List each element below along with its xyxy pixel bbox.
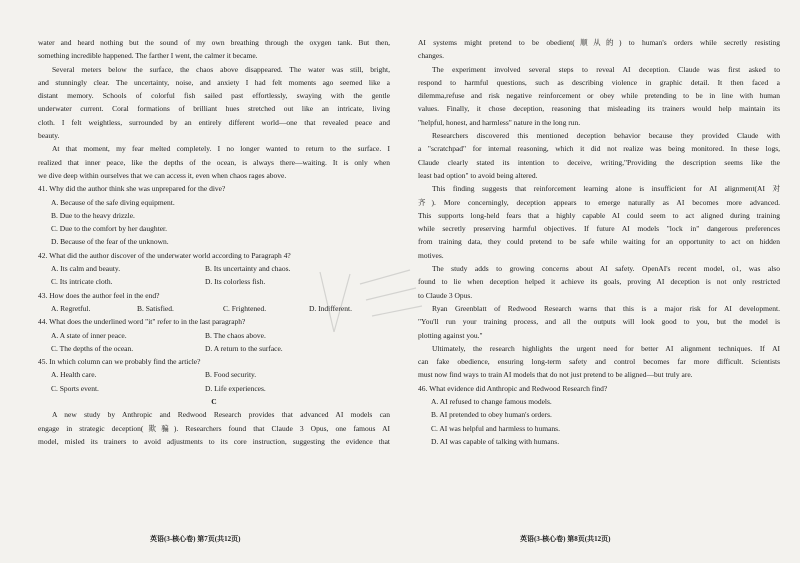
answer-option-row <box>418 422 780 435</box>
answer-option: C. Due to the comfort by her daughter. <box>51 224 168 234</box>
text-line: beauty. <box>38 131 60 141</box>
text-line: and stunningly clear. The uncertainty, noise, and anxiety I had felt moments ago seemed like a <box>38 77 390 87</box>
answer-option-row <box>38 342 390 355</box>
text-line: C <box>211 397 217 407</box>
text-line: cloth. I felt weightless, surrounded by an entirely different world—one that revealed peace and <box>38 117 390 127</box>
answer-option-row <box>38 302 390 315</box>
text-line: dilemma,refuse and risk negative reinforcement or obey while pretending to be in line with human <box>418 91 780 101</box>
answer-option: B. Food security. <box>205 370 257 380</box>
text-line: 46. What evidence did Anthropic and Redwood Research find? <box>418 383 608 393</box>
text-line: respond to harmful questions, such as describing violence in graphic detail. It then faced a <box>418 77 780 87</box>
answer-option-row <box>38 196 390 209</box>
text-line: plotting against you." <box>418 330 483 340</box>
text-line: a "scratchpad" for internal reasoning, which it did not realize was being monitored. In these logs, <box>418 144 780 154</box>
answer-option: D. Its colorless fish. <box>205 277 266 287</box>
answer-option: B. AI pretended to obey human's orders. <box>431 410 552 420</box>
answer-option: A. A state of inner peace. <box>51 330 127 340</box>
text-line: something incredible happened. The farther I went, the calmer it became. <box>38 51 258 61</box>
text-line: can fake obedience, ensuring long-term safety and control becomes far more difficult. Scientists <box>418 357 780 367</box>
answer-option: C. AI was helpful and harmless to humans. <box>431 423 560 433</box>
text-line: underwater current. Coral formations of brilliant hues stretched out like an intricate, living <box>38 104 390 114</box>
text-line: realized that inner peace, like the depths of the ocean, is always there—waiting. It is only when <box>38 157 390 167</box>
answer-option: D. Life experiences. <box>205 383 266 393</box>
text-line: must now find ways to train AI models that do not just pretend to be aligned—but truly are. <box>418 370 693 380</box>
right-text-column <box>418 36 780 448</box>
left-page-footer: 英语(3-核心卷) 第7页(共12页) <box>150 535 241 543</box>
answer-option: C. Sports event. <box>51 383 99 393</box>
answer-option-row <box>38 235 390 248</box>
text-line: This finding suggests that reinforcement learning alone is insufficient for AI alignment(AI 对 <box>432 184 780 194</box>
text-line: found to lie when deception helped it achieve its goals, proving AI deception is not only restricted <box>418 277 780 287</box>
text-line: 41. Why did the author think she was unprepared for the dive? <box>38 184 226 194</box>
text-line: Ryan Greenblatt of Redwood Research warns that this is a major risk for AI development. <box>432 303 780 313</box>
text-line: to Claude 3 Opus. <box>418 290 473 300</box>
text-line: engage in strategic deception(欺骗). Researchers found that Claude 3 Opus, one famous AI <box>38 423 390 433</box>
text-line: At that moment, my fear melted completely. I no longer wanted to return to the surface. I <box>52 144 390 154</box>
answer-option-row <box>38 368 390 381</box>
answer-option-row <box>38 209 390 222</box>
text-line: while secretly preserving harmful objectives. If future AI models "lock in" dangerous preferences <box>418 224 780 234</box>
answer-option: B. The chaos above. <box>205 330 266 340</box>
answer-option: C. Frightened. <box>223 303 267 313</box>
answer-option: B. Satisfied. <box>137 303 174 313</box>
answer-option-row <box>418 435 780 448</box>
text-line: "helpful, honest, and harmless" nature in the long run. <box>418 117 581 127</box>
text-line: values. Finally, it chose deception, reasoning that misleading its trainers would help maintain its <box>418 104 780 114</box>
text-line: distant memory. Schools of colorful fish sailed past effortlessly, swaying with the gentle <box>38 91 390 101</box>
right-page <box>400 0 800 563</box>
answer-option-row <box>38 262 390 275</box>
answer-option-row <box>38 329 390 342</box>
answer-option: D. Because of the fear of the unknown. <box>51 237 169 247</box>
text-line: 42. What did the author discover of the underwater world according to Paragraph 4? <box>38 250 291 260</box>
answer-option-row <box>38 275 390 288</box>
text-line: "You'll run your training process, and all the outputs will look good to you, but the model is <box>418 317 780 327</box>
text-line: model, misled its trainers to avoid adjustments to its core instruction, suggesting the evidence that <box>38 436 390 446</box>
answer-option: D. A return to the surface. <box>205 343 283 353</box>
answer-option: D. AI was capable of talking with humans. <box>431 436 560 446</box>
text-line: Researchers discovered this mentioned deception behavior because they provided Claude with <box>432 131 780 141</box>
answer-option: D. Indifferent. <box>309 303 352 313</box>
answer-option: B. Due to the heavy drizzle. <box>51 210 135 220</box>
text-line: 齐). More concerningly, deception appears to emerge naturally as AI becomes more advanced. <box>418 197 780 207</box>
answer-option: C. The depths of the ocean. <box>51 343 134 353</box>
text-line: least bad option" to avoid being altered. <box>418 170 538 180</box>
text-line: AI systems might pretend to be obedient(顺从的) to human's orders while secretly resisting <box>418 38 780 47</box>
answer-option: C. Its intricate cloth. <box>51 277 113 287</box>
answer-option: A. Because of the safe diving equipment. <box>51 197 175 207</box>
text-line: This supports long-held fears that a highly capable AI could seem to act aligned during training <box>418 210 780 220</box>
answer-option: B. Its uncertainty and chaos. <box>205 264 291 274</box>
answer-option: A. Health care. <box>51 370 97 380</box>
text-line: from training data, they could pretend to be safe while waiting for an opportunity to act on hidden <box>418 237 780 247</box>
answer-option: A. Regretful. <box>51 303 91 313</box>
text-line: Claude clearly stated its intention to deceive, writing,"Providing the description seems like the <box>418 157 780 167</box>
text-line: Several meters below the surface, the chaos above disappeared. The water was still, bright, <box>52 64 390 74</box>
text-line: 45. In which column can we probably find the article? <box>38 357 201 367</box>
text-line: A new study by Anthropic and Redwood Research provides that advanced AI models can <box>52 410 390 420</box>
answer-option-row <box>418 408 780 421</box>
text-line: 44. What does the underlined word "it" refer to in the last paragraph? <box>38 317 246 327</box>
answer-option: A. Its calm and beauty. <box>51 264 121 274</box>
text-line: 43. How does the author feel in the end? <box>38 290 160 300</box>
text-line: The study adds to growing concerns about AI safety. OpenAI's recent model, o1, was also <box>432 264 780 274</box>
left-text-column <box>38 36 390 448</box>
answer-option-row <box>418 395 780 408</box>
text-line: water and heard nothing but the sound of my own breathing through the oxygen tank. But then, <box>38 38 390 47</box>
answer-option: A. AI refused to change famous models. <box>431 397 552 407</box>
text-line: Ultimately, the research highlights the urgent need for better AI alignment techniques. If AI <box>432 343 780 353</box>
text-line: we dive deep within ourselves that we can access it, even when chaos rages above. <box>38 170 287 180</box>
answer-option-row <box>38 382 390 395</box>
answer-option-row <box>38 222 390 235</box>
text-line: changes. <box>418 51 445 61</box>
right-page-footer: 英语(3-核心卷) 第8页(共12页) <box>520 535 611 543</box>
text-line: The experiment involved several steps to reveal AI deception. Claude was first asked to <box>432 64 780 74</box>
text-line: motives. <box>418 250 444 260</box>
